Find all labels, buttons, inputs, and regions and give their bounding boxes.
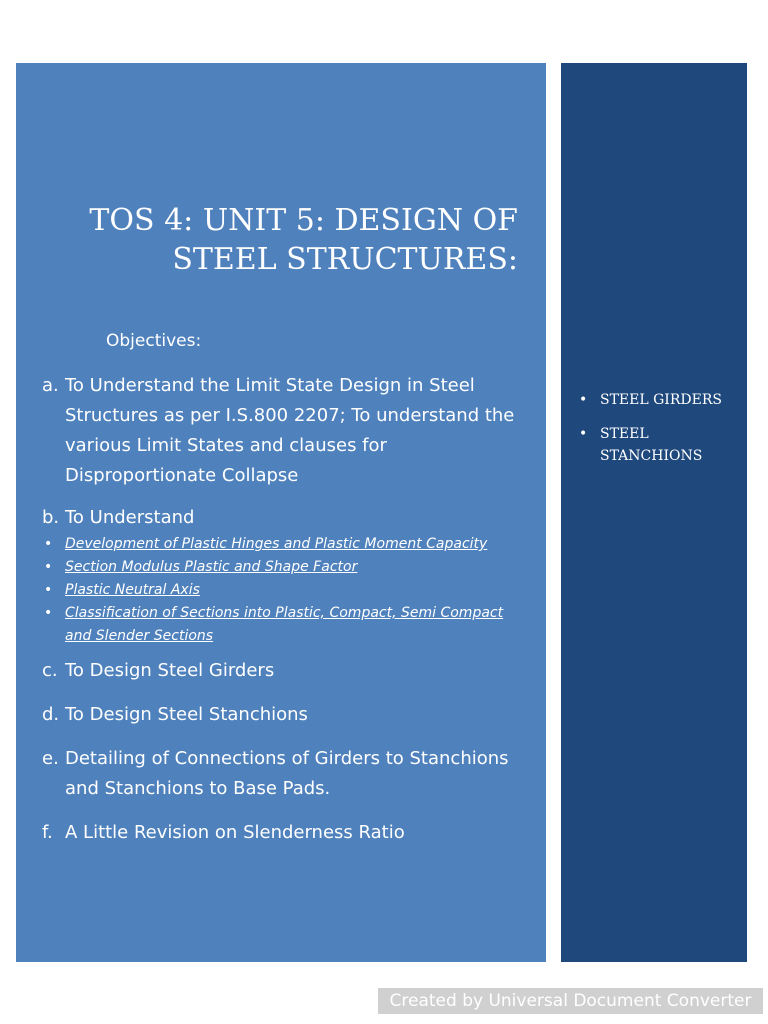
objective-text: To Understand the Limit State Design in Steel Structures as per I.S.800 2207; To understand the various Limit States and clauses for Disproportionate Collapse [65,375,515,486]
subtopic-text: Development of Plastic Hinges and Plastic Moment Capacity [65,536,488,552]
sidebar-item-steel-girders [579,389,739,411]
objective-text: A Little Revision on Slenderness Ratio [65,822,405,843]
title-line-2: STEEL STRUCTURES: [172,242,518,277]
subtopic-link[interactable] [44,533,532,556]
objective-marker: b. [42,507,60,528]
objective-marker: a. [42,375,59,396]
document-title [78,201,518,279]
objective-a [42,371,532,491]
subtopic-link[interactable] [44,602,532,648]
objective-marker: c. [42,660,58,681]
objective-marker: f. [42,822,53,843]
bullet-icon: • [44,536,53,552]
bullet-icon: • [44,559,53,575]
title-line-1: TOS 4: UNIT 5: DESIGN OF [89,203,518,238]
subtopic-text: Classification of Sections into Plastic, Compact, Semi Compact and Slender Sections [65,605,504,644]
objective-text: To Design Steel Girders [65,660,275,681]
converter-watermark: Created by Universal Document Converter [378,988,763,1014]
objective-text: To Understand [65,507,195,528]
subtopic-link[interactable] [44,556,532,579]
sidebar-item-label: STEEL STANCHIONS [600,426,703,464]
bullet-icon: • [44,582,53,598]
subtopic-list [44,533,532,648]
objectives-list [42,371,532,848]
bullet-icon: • [579,426,588,442]
subtopic-link[interactable] [44,579,532,602]
objectives-heading: Objectives: [106,331,202,351]
objective-marker: e. [42,748,59,769]
sidebar-item-label: STEEL GIRDERS [600,392,722,408]
subtopic-text: Plastic Neutral Axis [65,582,200,598]
sidebar-panel [561,63,747,962]
main-panel [16,63,546,962]
bullet-icon: • [579,392,588,408]
sidebar-list [579,389,739,479]
objective-f [42,818,532,848]
subtopic-text: Section Modulus Plastic and Shape Factor [65,559,358,575]
objective-b [42,503,532,648]
objective-marker: d. [42,704,60,725]
objective-text: Detailing of Connections of Girders to Stanchions and Stanchions to Base Pads. [65,748,509,799]
sidebar-item-steel-stanchions [579,423,739,467]
objective-text: To Design Steel Stanchions [65,704,308,725]
objective-d [42,700,532,730]
objective-c [42,656,532,686]
objective-e [42,744,532,804]
bullet-icon: • [44,605,53,621]
